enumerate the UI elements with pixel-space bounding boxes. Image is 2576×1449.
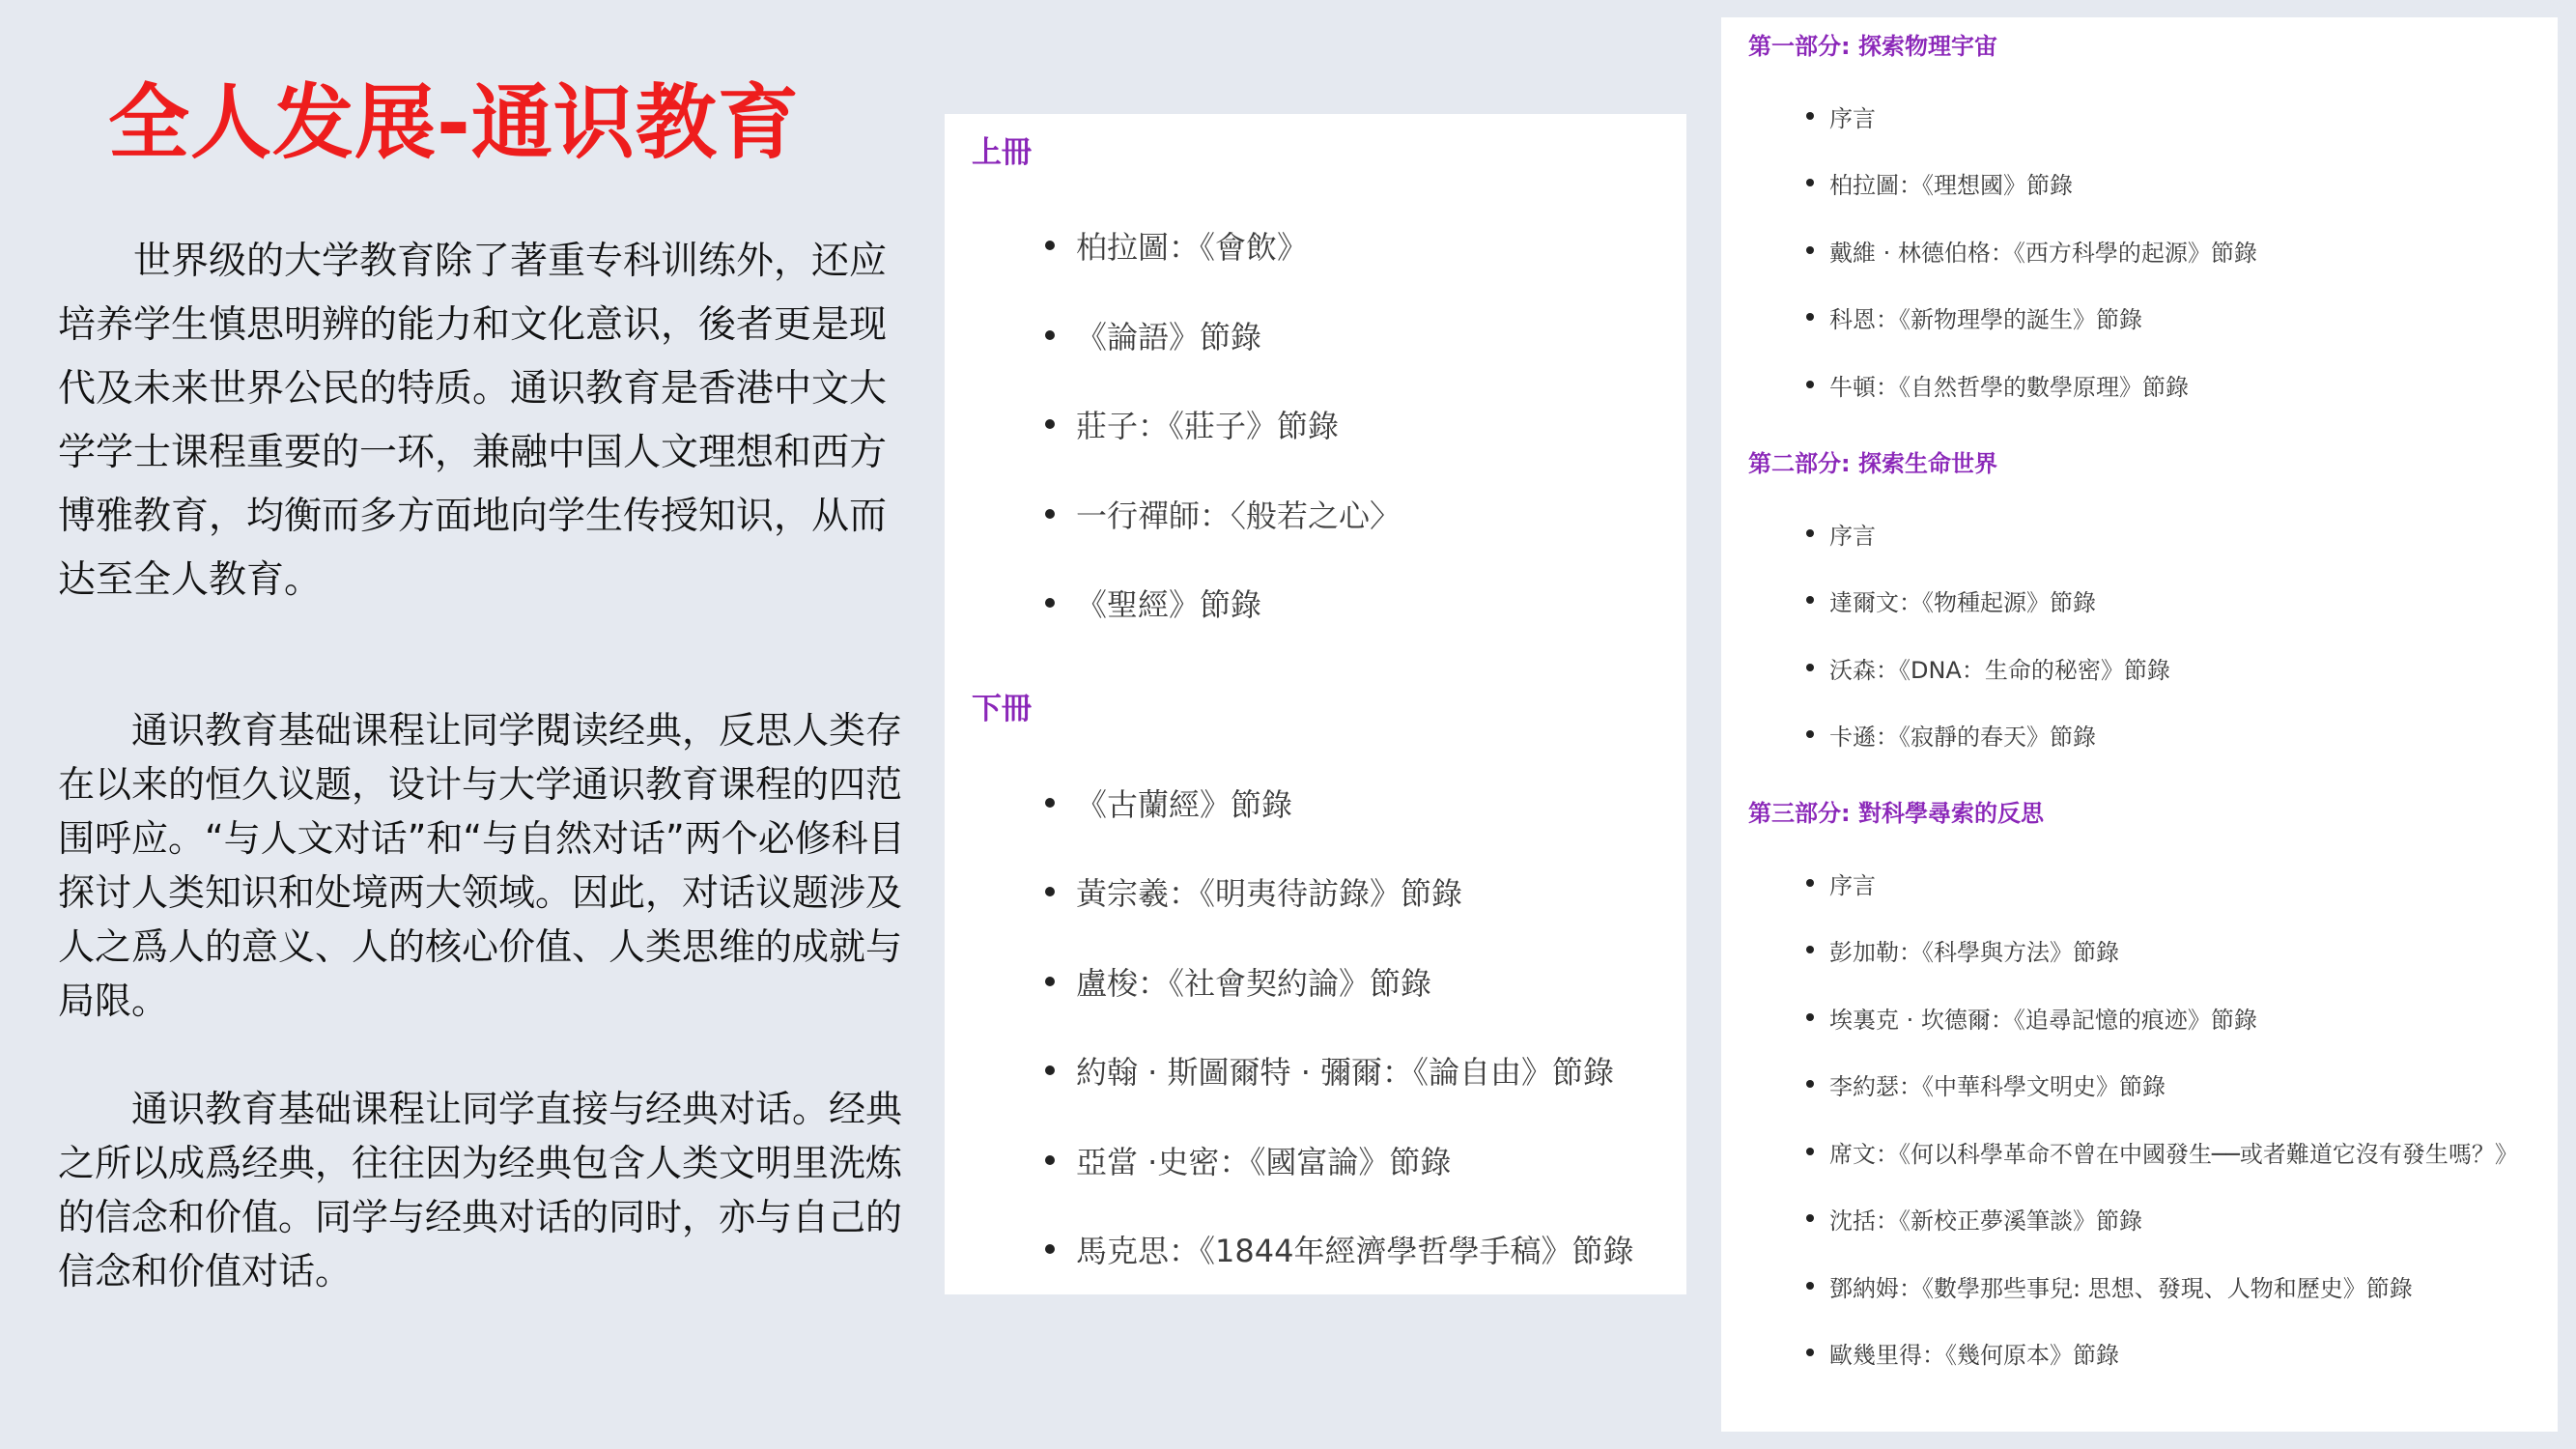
intro-paragraph: 世界级的大学教育除了著重专科训练外，还应培养学生慎思明辨的能力和文化意识，後者更是现代及未来世界公民的特质。通识教育是香港中文大学学士课程重要的一环，兼融中国人文理想和西方博雅教育，均衡而多方面地向学生传授知识，从而达至全人教育。: [58, 240, 888, 602]
part3-heading: 第三部分: 對科學尋索的反思: [1748, 800, 2044, 827]
list-item: 亞當 ·史密：《國富論》節錄: [1076, 1138, 1451, 1182]
humanities-reading-list: [945, 114, 1686, 1294]
part1-heading: 第一部分: 探索物理宇宙: [1748, 33, 1997, 60]
dialogue-paragraph: 通识教育基础课程让同学直接与经典对话。经典之所以成爲经典，往往因为经典包含人类文明里洗炼的信念和价值。同学与经典对话的同时，亦与自己的信念和价值对话。: [58, 1088, 903, 1293]
list-item: 卡遜：《寂靜的春天》節錄: [1829, 718, 2096, 752]
list-item: 一行禪師：〈般若之心〉: [1076, 492, 1401, 536]
volume1-heading: 上冊: [972, 135, 1032, 170]
list-item: 埃裏克 · 坎德爾：《追尋記憶的痕迹》節錄: [1829, 1001, 2257, 1035]
list-item: 鄧納姆：《數學那些事兒: 思想、發現、人物和歷史》節錄: [1829, 1269, 2413, 1303]
list-item: 莊子：《莊子》節錄: [1076, 402, 1339, 446]
list-item: 席文：《何以科學革命不曾在中國發生──或者難道它沒有發生嗎？》: [1829, 1135, 2518, 1169]
list-item: 沃森：《DNA：生命的秘密》節錄: [1829, 651, 2170, 685]
list-item: 歐幾里得：《幾何原本》節錄: [1829, 1336, 2119, 1370]
list-item: 李約瑟：《中華科學文明史》節錄: [1829, 1067, 2166, 1101]
list-item: 序言: [1829, 99, 1876, 133]
list-item: 牛頓：《自然哲學的數學原理》節錄: [1829, 368, 2189, 402]
list-item: 彭加勒：《科學與方法》節錄: [1829, 933, 2119, 967]
list-item: 柏拉圖：《理想國》節錄: [1829, 166, 2073, 200]
list-item: 科恩：《新物理學的誕生》節錄: [1829, 300, 2142, 334]
list-item: 馬克思：《1844年經濟學哲學手稿》節錄: [1076, 1227, 1633, 1271]
list-item: 達爾文：《物種起源》節錄: [1829, 583, 2096, 617]
list-item: 《古蘭經》節錄: [1076, 781, 1292, 825]
list-item: 柏拉圖：《會飲》: [1076, 223, 1308, 268]
part2-heading: 第二部分: 探索生命世界: [1748, 450, 1997, 477]
list-item: 約翰 · 斯圖爾特 · 彌爾：《論自由》節錄: [1076, 1048, 1614, 1093]
list-item: 序言: [1829, 867, 1876, 900]
volume2-heading: 下冊: [972, 692, 1032, 726]
list-item: 《論語》節錄: [1076, 313, 1261, 357]
page-title: 全人发展-通识教育: [108, 75, 800, 170]
list-item: 盧梭：《社會契約論》節錄: [1076, 959, 1431, 1004]
list-item: 戴維 · 林德伯格：《西方科學的起源》節錄: [1829, 234, 2257, 268]
list-item: 《聖經》節錄: [1076, 581, 1261, 625]
list-item: 沈括：《新校正夢溪筆談》節錄: [1829, 1202, 2142, 1236]
list-item: 黃宗羲：《明夷待訪錄》節錄: [1076, 869, 1462, 914]
science-reading-list: [1721, 17, 2558, 1432]
list-item: 序言: [1829, 517, 1876, 551]
foundation-paragraph: 通识教育基础课程让同学閱读经典，反思人类存在以来的恒久议题，设计与大学通识教育课程的四范围呼应。“与人文对话”和“与自然对话”两个必修科目探讨人类知识和处境两大领域。因此，对话议题涉及人之爲人的意义、人的核心价值、人类思维的成就与局限。: [58, 709, 905, 1022]
